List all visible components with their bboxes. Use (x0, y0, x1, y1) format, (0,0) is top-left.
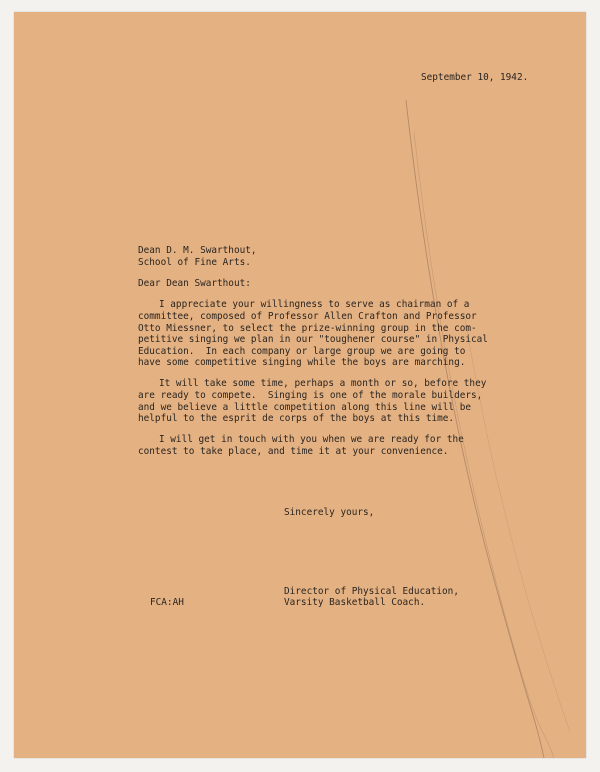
recipient-name: Dean D. M. Swarthout, (138, 245, 257, 256)
paragraph-1-line-6: have some competitive singing while the boys are marching. (138, 357, 466, 368)
signature-title-line-2: Varsity Basketball Coach. (284, 597, 426, 608)
salutation: Dear Dean Swarthout: (138, 278, 251, 289)
typist-initials: FCA:AH (150, 597, 184, 608)
paragraph-1-line-2: committee, composed of Professor Allen Crafton and Professor (138, 311, 477, 322)
paragraph-2-line-3: and we believe a little competition along this line will be (138, 402, 472, 413)
paragraph-1-line-1: I appreciate your willingness to serve as chairman of a (159, 299, 470, 310)
paragraph-1-line-5: Education. In each company or large group we are going to (138, 346, 466, 357)
paragraph-3-line-1: I will get in touch with you when we are ready for the (159, 434, 464, 445)
paragraph-3-line-2: contest to take place, and time it at your convenience. (138, 446, 449, 457)
recipient-org: School of Fine Arts. (138, 257, 251, 268)
paragraph-2-line-2: are ready to compete. Singing is one of the morale builders, (138, 390, 483, 401)
closing: Sincerely yours, (284, 507, 375, 518)
signature-title-line-1: Director of Physical Education, (284, 586, 459, 597)
letter-date: September 10, 1942. (421, 72, 529, 83)
paragraph-2-line-4: helpful to the esprit de corps of the boys at this time. (138, 413, 455, 424)
paragraph-1-line-3: Otto Miessner, to select the prize-winning group in the com- (138, 323, 477, 334)
paragraph-2-line-1: It will take some time, perhaps a month or so, before they (159, 378, 487, 389)
letter-page (14, 12, 586, 758)
paragraph-1-line-4: petitive singing we plan in our "toughener course" in Physical (138, 334, 488, 345)
